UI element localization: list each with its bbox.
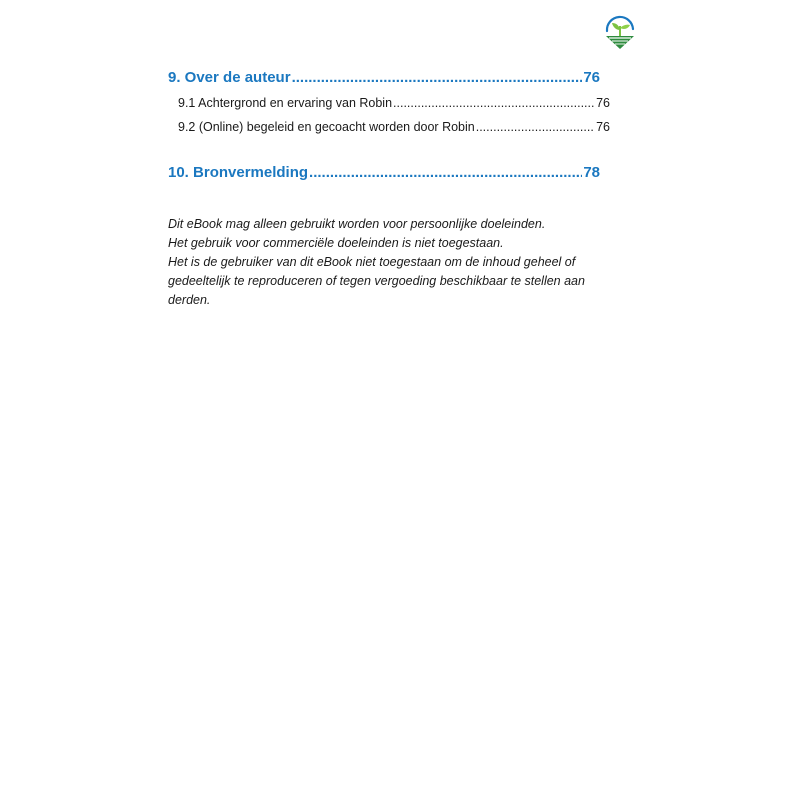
toc-chapter-10[interactable] bbox=[168, 164, 600, 181]
toc-chapter-9-page: 76 bbox=[583, 69, 600, 86]
toc-section-9-2-label: 9.2 (Online) begeleid en gecoacht worden door Robin bbox=[178, 120, 475, 134]
disclaimer-line-2: Het gebruik voor commerciële doeleinden is niet toegestaan. bbox=[168, 236, 504, 250]
toc-chapter-10-page: 78 bbox=[583, 164, 600, 181]
disclaimer-line-3: Het is de gebruiker van dit eBook niet toegestaan om de inhoud geheel of gedeeltelijk te reproduceren of tegen vergoeding beschikbaar te stellen aan derden. bbox=[168, 255, 585, 307]
seedling-logo-icon bbox=[603, 15, 637, 51]
toc-section-9-1-page: 76 bbox=[596, 96, 610, 110]
toc-section-9-2-page: 76 bbox=[596, 120, 610, 134]
toc-leader-dots bbox=[309, 164, 582, 181]
toc-chapter-9-label: 9. Over de auteur bbox=[168, 69, 291, 86]
toc-chapter-9[interactable] bbox=[168, 69, 600, 86]
toc-section-9-2[interactable] bbox=[168, 120, 610, 134]
toc-section-9-1[interactable] bbox=[168, 96, 610, 110]
copyright-disclaimer bbox=[168, 215, 608, 310]
toc-leader-dots bbox=[476, 120, 595, 134]
toc-leader-dots bbox=[393, 96, 595, 110]
toc-chapter-10-label: 10. Bronvermelding bbox=[168, 164, 309, 181]
disclaimer-line-1: Dit eBook mag alleen gebruikt worden voor persoonlijke doeleinden. bbox=[168, 217, 546, 231]
toc-section-9-1-label: 9.1 Achtergrond en ervaring van Robin bbox=[178, 96, 393, 110]
toc-leader-dots bbox=[292, 69, 583, 86]
